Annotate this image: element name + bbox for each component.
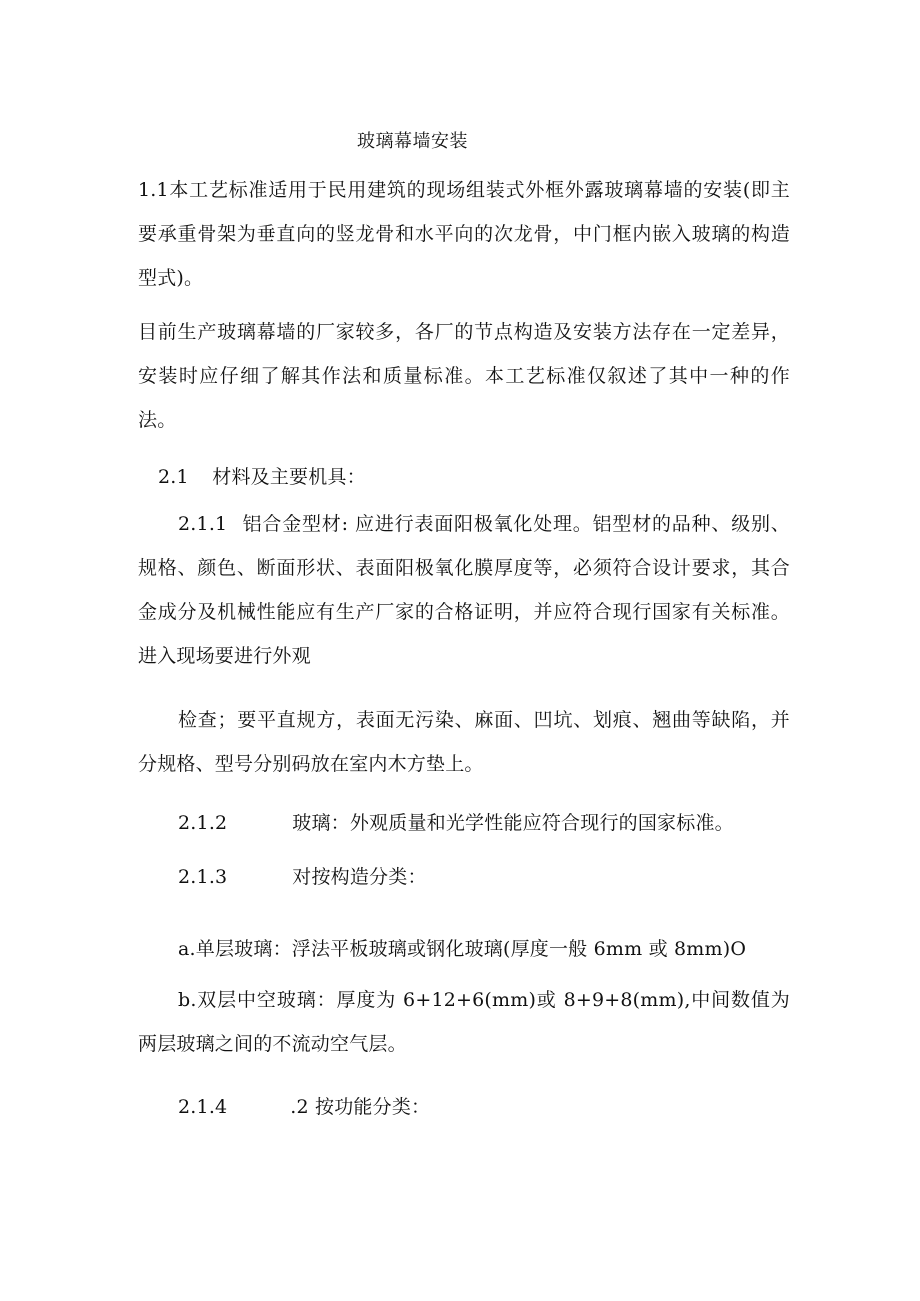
section-heading: 材料及主要机具： (212, 466, 366, 488)
paragraph-manufacturers: 目前生产玻璃幕墙的厂家较多，各厂的节点构造及安装方法存在一定差异，安装时应仔细了解其作法和质量标准。本工艺标准仅叙述了其中一种的作法。 (138, 321, 790, 431)
section-2-1-3 (178, 862, 427, 892)
section-text: 对按构造分类： (292, 866, 427, 888)
item-single-glass: a.单层玻璃：浮法平板玻璃或钢化玻璃(厚度一般 6mm 或 8mm)O (178, 938, 747, 960)
section-2-1 (158, 462, 366, 492)
section-number: 2.1.3 (178, 866, 228, 888)
section-text: 玻璃：外观质量和光学性能应符合现行的国家标准。 (292, 812, 734, 834)
section-text: 铝合金型材: 应进行表面阳极氧化处理。铝型材的品种、级别、规格、颜色、断面形状、表面阳极氧化膜厚度等，必须符合设计要求，其合金成分及机械性能应有生产厂家的合格证明，并应符合现行国家有关标准。进入现场要进行外观 (138, 513, 790, 667)
paragraph-scope: 1.1本工艺标准适用于民用建筑的现场组装式外框外露玻璃幕墙的安装(即主要承重骨架为垂直向的竖龙骨和水平向的次龙骨，中门框内嵌入玻璃的构造型式)。 (138, 179, 790, 289)
paragraph-inspection: 检查；要平直规方，表面无污染、麻面、凹坑、划痕、翘曲等缺陷，并分规格、型号分别码放在室内木方垫上。 (138, 709, 790, 775)
item-double-glass: b.双层中空玻璃：厚度为 6+12+6(mm)或 8+9+8(mm),中间数值为两层玻璃之间的不流动空气层。 (138, 989, 790, 1055)
document-title: 玻璃幕墙安装 (357, 131, 468, 152)
section-2-1-2 (178, 808, 734, 838)
section-2-1-4 (178, 1092, 430, 1122)
section-number: 2.1.4 (178, 1096, 228, 1118)
section-number: 2.1.1 (178, 513, 228, 535)
section-2-1-1 (138, 502, 790, 678)
section-number: 2.1.2 (178, 812, 228, 834)
section-text: .2 按功能分类： (290, 1096, 431, 1118)
section-number: 2.1 (158, 466, 189, 488)
